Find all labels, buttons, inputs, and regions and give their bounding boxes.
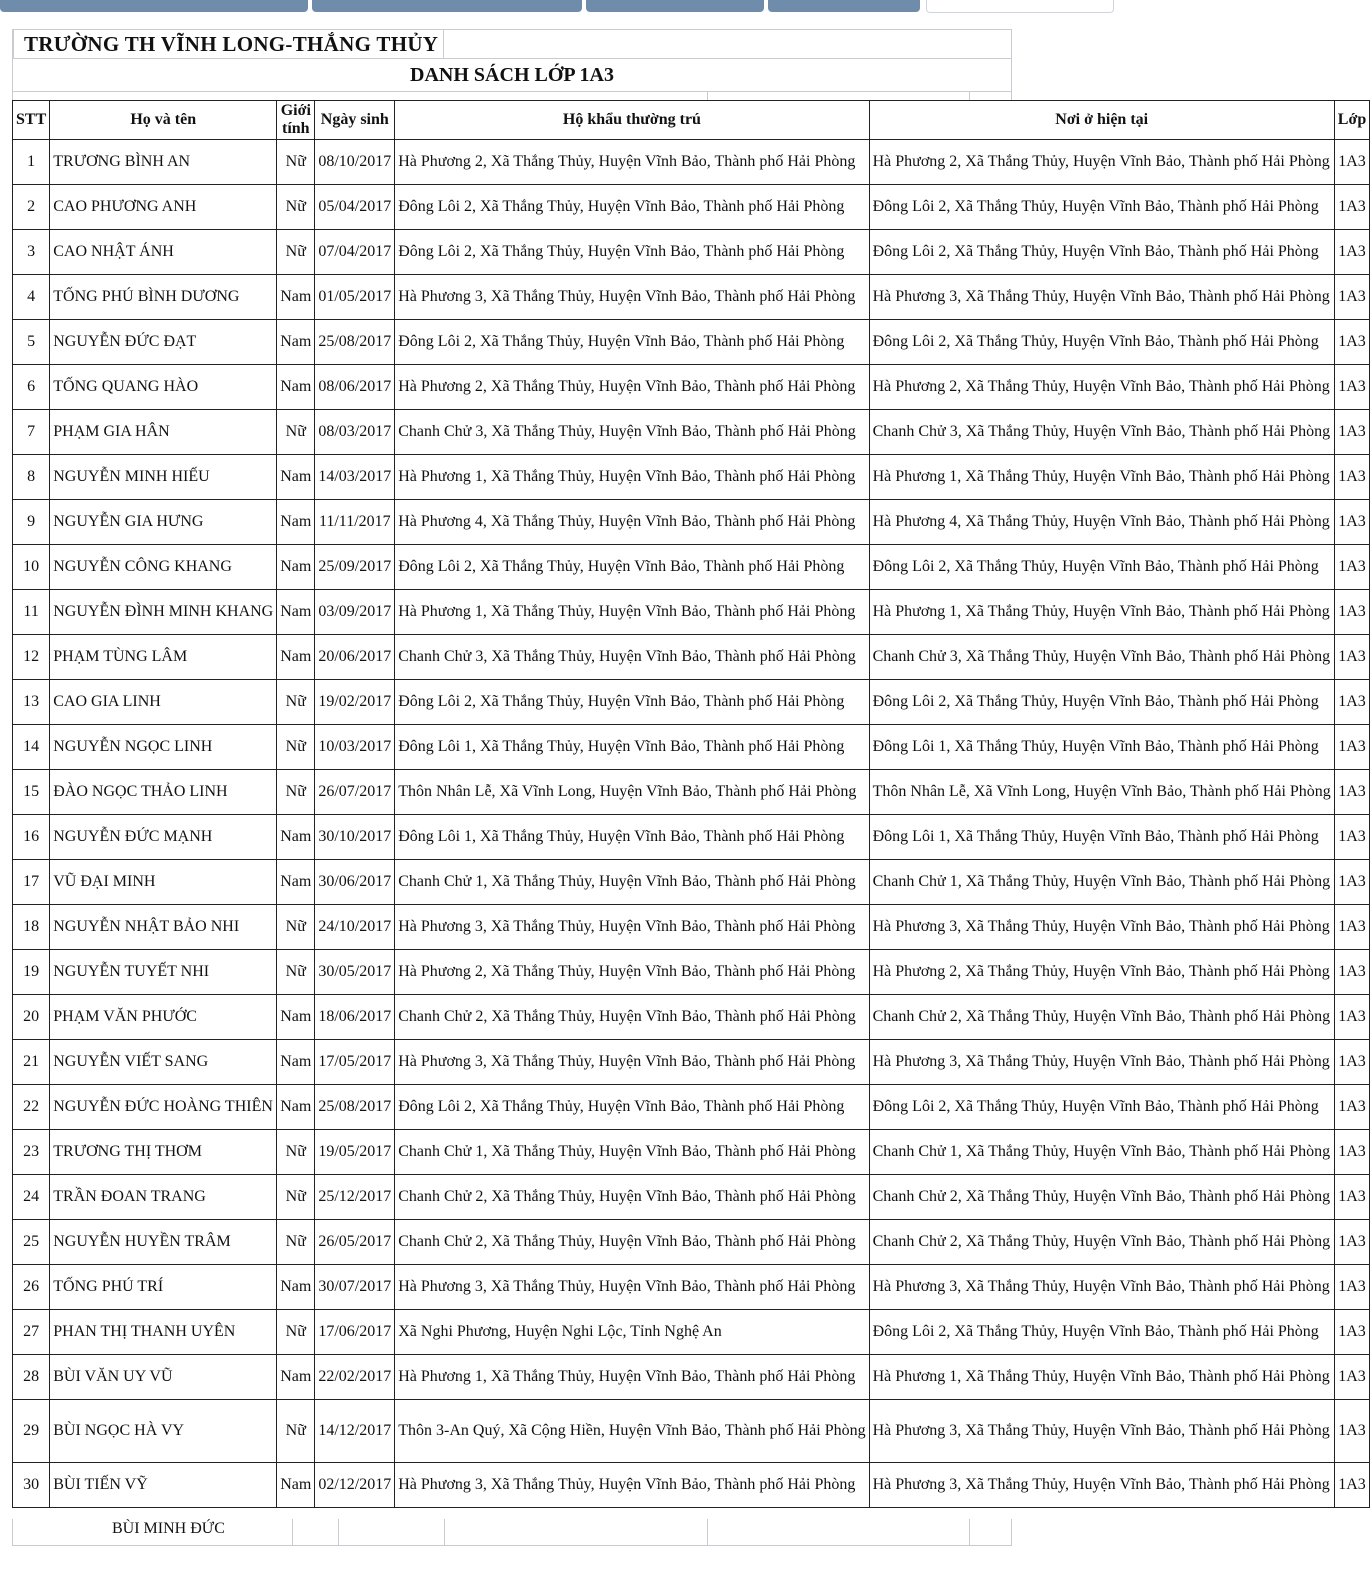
cell-date-of-birth[interactable]: 01/05/2017 bbox=[315, 275, 395, 320]
sheet-tab-1[interactable] bbox=[0, 0, 308, 12]
table-row bbox=[13, 1310, 1370, 1355]
cell-current-address[interactable]: Chanh Chử 2, Xã Thắng Thủy, Huyện Vĩnh Bảo, Thành phố Hải Phòng bbox=[869, 1175, 1334, 1220]
cell-class[interactable]: 1A3 bbox=[1334, 815, 1369, 860]
cell-gender[interactable]: Nam bbox=[277, 815, 315, 860]
cell-stt[interactable]: 29 bbox=[13, 1400, 50, 1463]
cell-stt[interactable]: 17 bbox=[13, 860, 50, 905]
gridline bbox=[969, 91, 970, 100]
cell-permanent-address[interactable]: Thôn Nhân Lễ, Xã Vĩnh Long, Huyện Vĩnh Bảo, Thành phố Hải Phòng bbox=[395, 770, 869, 815]
gridline bbox=[12, 1545, 1012, 1546]
cell-date-of-birth[interactable]: 08/10/2017 bbox=[315, 140, 395, 185]
cell-current-address[interactable]: Chanh Chử 2, Xã Thắng Thủy, Huyện Vĩnh Bảo, Thành phố Hải Phòng bbox=[869, 995, 1334, 1040]
cell-student-name[interactable]: NGUYỄN CÔNG KHANG bbox=[50, 545, 277, 590]
cell-permanent-address[interactable]: Đông Lôi 1, Xã Thắng Thủy, Huyện Vĩnh Bảo, Thành phố Hải Phòng bbox=[395, 815, 869, 860]
gridline bbox=[1011, 1519, 1012, 1545]
cell-stt[interactable]: 20 bbox=[13, 995, 50, 1040]
cell-current-address[interactable]: Hà Phương 3, Xã Thắng Thủy, Huyện Vĩnh Bảo, Thành phố Hải Phòng bbox=[869, 1400, 1334, 1463]
cell-class[interactable]: 1A3 bbox=[1334, 1355, 1369, 1400]
table-row bbox=[13, 1085, 1370, 1130]
cell-permanent-address[interactable]: Đông Lôi 2, Xã Thắng Thủy, Huyện Vĩnh Bảo, Thành phố Hải Phòng bbox=[395, 1085, 869, 1130]
cell-permanent-address[interactable]: Hà Phương 1, Xã Thắng Thủy, Huyện Vĩnh Bảo, Thành phố Hải Phòng bbox=[395, 1355, 869, 1400]
cell-stt[interactable]: 5 bbox=[13, 320, 50, 365]
cell-student-name[interactable]: NGUYỄN VIẾT SANG bbox=[50, 1040, 277, 1085]
cell-current-address[interactable]: Đông Lôi 2, Xã Thắng Thủy, Huyện Vĩnh Bảo, Thành phố Hải Phòng bbox=[869, 680, 1334, 725]
cell-date-of-birth[interactable]: 19/02/2017 bbox=[315, 680, 395, 725]
cell-stt[interactable]: 6 bbox=[13, 365, 50, 410]
cell-current-address[interactable]: Chanh Chử 3, Xã Thắng Thủy, Huyện Vĩnh Bảo, Thành phố Hải Phòng bbox=[869, 410, 1334, 455]
cell-date-of-birth[interactable]: 22/02/2017 bbox=[315, 1355, 395, 1400]
cell-gender[interactable]: Nam bbox=[277, 635, 315, 680]
table-row bbox=[13, 410, 1370, 455]
cell-stt[interactable]: 23 bbox=[13, 1130, 50, 1175]
table-row bbox=[13, 725, 1370, 770]
table-row bbox=[13, 1220, 1370, 1265]
cell-permanent-address[interactable]: Chanh Chử 1, Xã Thắng Thủy, Huyện Vĩnh Bảo, Thành phố Hải Phòng bbox=[395, 1130, 869, 1175]
cell-class[interactable]: 1A3 bbox=[1334, 185, 1369, 230]
browser-tab-strip bbox=[0, 0, 1112, 16]
cell-gender[interactable]: Nữ bbox=[277, 1220, 315, 1265]
cell-stt[interactable]: 1 bbox=[13, 140, 50, 185]
cell-student-name[interactable]: NGUYỄN ĐỨC HOÀNG THIÊN bbox=[50, 1085, 277, 1130]
cell-stt[interactable]: 19 bbox=[13, 950, 50, 995]
cell-class[interactable]: 1A3 bbox=[1334, 950, 1369, 995]
header-gender: Giới tính bbox=[277, 101, 315, 140]
cell-student-name[interactable]: NGUYỄN NGỌC LINH bbox=[50, 725, 277, 770]
table-row bbox=[13, 185, 1370, 230]
cell-gender[interactable]: Nữ bbox=[277, 905, 315, 950]
cell-date-of-birth[interactable]: 18/06/2017 bbox=[315, 995, 395, 1040]
cell-student-name[interactable]: NGUYỄN GIA HƯNG bbox=[50, 500, 277, 545]
cell-student-name[interactable]: NGUYỄN HUYỀN TRÂM bbox=[50, 1220, 277, 1265]
cell-permanent-address[interactable]: Xã Nghi Phương, Huyện Nghi Lộc, Tỉnh Nghệ An bbox=[395, 1310, 869, 1355]
cell-student-name[interactable]: NGUYỄN TUYẾT NHI bbox=[50, 950, 277, 995]
cell-student-name[interactable]: ĐÀO NGỌC THẢO LINH bbox=[50, 770, 277, 815]
gridline bbox=[1011, 29, 1012, 100]
cell-current-address[interactable]: Hà Phương 3, Xã Thắng Thủy, Huyện Vĩnh Bảo, Thành phố Hải Phòng bbox=[869, 275, 1334, 320]
table-row bbox=[13, 905, 1370, 950]
cell-current-address[interactable]: Đông Lôi 1, Xã Thắng Thủy, Huyện Vĩnh Bảo, Thành phố Hải Phòng bbox=[869, 725, 1334, 770]
cell-stt[interactable]: 26 bbox=[13, 1265, 50, 1310]
cell-student-name[interactable]: NGUYỄN NHẬT BẢO NHI bbox=[50, 905, 277, 950]
header-current-address: Nơi ở hiện tại bbox=[869, 101, 1334, 140]
cell-class[interactable]: 1A3 bbox=[1334, 1265, 1369, 1310]
sheet-tab-4[interactable] bbox=[768, 0, 920, 12]
cell-class[interactable]: 1A3 bbox=[1334, 320, 1369, 365]
cell-gender[interactable]: Nam bbox=[277, 500, 315, 545]
cell-stt[interactable]: 16 bbox=[13, 815, 50, 860]
cell-class[interactable]: 1A3 bbox=[1334, 860, 1369, 905]
cell-date-of-birth[interactable]: 11/11/2017 bbox=[315, 500, 395, 545]
cell-student-name[interactable]: TỐNG PHÚ TRÍ bbox=[50, 1265, 277, 1310]
cell-permanent-address[interactable]: Chanh Chử 1, Xã Thắng Thủy, Huyện Vĩnh Bảo, Thành phố Hải Phòng bbox=[395, 860, 869, 905]
gridline bbox=[12, 1519, 13, 1545]
table-row bbox=[13, 1265, 1370, 1310]
cell-student-name[interactable]: BÙI TIẾN VỸ bbox=[50, 1463, 277, 1508]
cell-current-address[interactable]: Đông Lôi 1, Xã Thắng Thủy, Huyện Vĩnh Bảo, Thành phố Hải Phòng bbox=[869, 815, 1334, 860]
cell-date-of-birth[interactable]: 07/04/2017 bbox=[315, 230, 395, 275]
cell-permanent-address[interactable]: Hà Phương 3, Xã Thắng Thủy, Huyện Vĩnh Bảo, Thành phố Hải Phòng bbox=[395, 1265, 869, 1310]
cell-student-name[interactable]: TỐNG PHÚ BÌNH DƯƠNG bbox=[50, 275, 277, 320]
gridline bbox=[707, 1519, 708, 1545]
cell-date-of-birth[interactable]: 30/07/2017 bbox=[315, 1265, 395, 1310]
cell-class[interactable]: 1A3 bbox=[1334, 1463, 1369, 1508]
cell-current-address[interactable]: Chanh Chử 2, Xã Thắng Thủy, Huyện Vĩnh Bảo, Thành phố Hải Phòng bbox=[869, 1220, 1334, 1265]
cell-date-of-birth[interactable]: 08/03/2017 bbox=[315, 410, 395, 455]
cell-date-of-birth[interactable]: 24/10/2017 bbox=[315, 905, 395, 950]
cell-stt[interactable]: 28 bbox=[13, 1355, 50, 1400]
cell-stt[interactable]: 18 bbox=[13, 905, 50, 950]
cell-student-name[interactable]: TỐNG QUANG HÀO bbox=[50, 365, 277, 410]
table-row bbox=[13, 230, 1370, 275]
cell-stt[interactable]: 13 bbox=[13, 680, 50, 725]
table-row bbox=[13, 860, 1370, 905]
table-row bbox=[13, 680, 1370, 725]
sheet-tab-2[interactable] bbox=[312, 0, 582, 12]
cell-class[interactable]: 1A3 bbox=[1334, 230, 1369, 275]
cell-gender[interactable]: Nữ bbox=[277, 1175, 315, 1220]
table-row bbox=[13, 815, 1370, 860]
cell-permanent-address[interactable]: Chanh Chử 2, Xã Thắng Thủy, Huyện Vĩnh Bảo, Thành phố Hải Phòng bbox=[395, 1220, 869, 1265]
cell-gender[interactable]: Nam bbox=[277, 590, 315, 635]
cell-gender[interactable]: Nam bbox=[277, 545, 315, 590]
cell-class[interactable]: 1A3 bbox=[1334, 770, 1369, 815]
cell-class[interactable]: 1A3 bbox=[1334, 1040, 1369, 1085]
cell-stt[interactable]: 27 bbox=[13, 1310, 50, 1355]
table-row bbox=[13, 1040, 1370, 1085]
cell-permanent-address[interactable]: Hà Phương 3, Xã Thắng Thủy, Huyện Vĩnh Bảo, Thành phố Hải Phòng bbox=[395, 1040, 869, 1085]
cell-gender[interactable]: Nữ bbox=[277, 1130, 315, 1175]
cell-current-address[interactable]: Chanh Chử 3, Xã Thắng Thủy, Huyện Vĩnh Bảo, Thành phố Hải Phòng bbox=[869, 635, 1334, 680]
sheet-tab-3[interactable] bbox=[586, 0, 764, 12]
cell-gender[interactable]: Nam bbox=[277, 365, 315, 410]
cell-gender[interactable]: Nữ bbox=[277, 725, 315, 770]
cell-student-name[interactable]: NGUYỄN MINH HIẾU bbox=[50, 455, 277, 500]
cell-permanent-address[interactable]: Hà Phương 2, Xã Thắng Thủy, Huyện Vĩnh Bảo, Thành phố Hải Phòng bbox=[395, 950, 869, 995]
cell-permanent-address[interactable]: Chanh Chử 3, Xã Thắng Thủy, Huyện Vĩnh Bảo, Thành phố Hải Phòng bbox=[395, 635, 869, 680]
cell-permanent-address[interactable]: Đông Lôi 2, Xã Thắng Thủy, Huyện Vĩnh Bảo, Thành phố Hải Phòng bbox=[395, 185, 869, 230]
cell-permanent-address[interactable]: Đông Lôi 1, Xã Thắng Thủy, Huyện Vĩnh Bảo, Thành phố Hải Phòng bbox=[395, 725, 869, 770]
cell-gender[interactable]: Nam bbox=[277, 995, 315, 1040]
cell-gender[interactable]: Nữ bbox=[277, 140, 315, 185]
gridline bbox=[707, 91, 708, 100]
cell-class[interactable]: 1A3 bbox=[1334, 1175, 1369, 1220]
cell-class[interactable]: 1A3 bbox=[1334, 1310, 1369, 1355]
cell-stt[interactable]: 15 bbox=[13, 770, 50, 815]
cell-current-address[interactable]: Đông Lôi 2, Xã Thắng Thủy, Huyện Vĩnh Bảo, Thành phố Hải Phòng bbox=[869, 1310, 1334, 1355]
cell-gender[interactable]: Nam bbox=[277, 1463, 315, 1508]
cell-current-address[interactable]: Hà Phương 2, Xã Thắng Thủy, Huyện Vĩnh Bảo, Thành phố Hải Phòng bbox=[869, 140, 1334, 185]
header-row bbox=[13, 101, 1370, 140]
table-row bbox=[13, 1463, 1370, 1508]
header-stt: STT bbox=[13, 101, 50, 140]
cell-student-name[interactable]: PHẠM VĂN PHƯỚC bbox=[50, 995, 277, 1040]
cell-current-address[interactable]: Hà Phương 3, Xã Thắng Thủy, Huyện Vĩnh Bảo, Thành phố Hải Phòng bbox=[869, 1463, 1334, 1508]
cell-current-address[interactable]: Đông Lôi 2, Xã Thắng Thủy, Huyện Vĩnh Bảo, Thành phố Hải Phòng bbox=[869, 230, 1334, 275]
cell-class[interactable]: 1A3 bbox=[1334, 1220, 1369, 1265]
cell-date-of-birth[interactable]: 17/05/2017 bbox=[315, 1040, 395, 1085]
cell-class[interactable]: 1A3 bbox=[1334, 1400, 1369, 1463]
cell-gender[interactable]: Nam bbox=[277, 275, 315, 320]
gridline bbox=[969, 1519, 970, 1545]
cell-current-address[interactable]: Đông Lôi 2, Xã Thắng Thủy, Huyện Vĩnh Bảo, Thành phố Hải Phòng bbox=[869, 545, 1334, 590]
cell-gender[interactable]: Nam bbox=[277, 455, 315, 500]
cell-student-name[interactable]: TRẦN ĐOAN TRANG bbox=[50, 1175, 277, 1220]
cell-gender[interactable]: Nữ bbox=[277, 770, 315, 815]
cell-student-name[interactable]: NGUYỄN ĐỨC MẠNH bbox=[50, 815, 277, 860]
cell-permanent-address[interactable]: Hà Phương 2, Xã Thắng Thủy, Huyện Vĩnh Bảo, Thành phố Hải Phòng bbox=[395, 140, 869, 185]
cell-student-name[interactable]: PHẠM GIA HÂN bbox=[50, 410, 277, 455]
cell-date-of-birth[interactable]: 03/09/2017 bbox=[315, 590, 395, 635]
table-row bbox=[13, 1175, 1370, 1220]
cell-student-name[interactable]: BÙI NGỌC HÀ VY bbox=[50, 1400, 277, 1463]
cell-student-name[interactable]: CAO PHƯƠNG ANH bbox=[50, 185, 277, 230]
cell-permanent-address[interactable]: Đông Lôi 2, Xã Thắng Thủy, Huyện Vĩnh Bảo, Thành phố Hải Phòng bbox=[395, 680, 869, 725]
cell-date-of-birth[interactable]: 30/10/2017 bbox=[315, 815, 395, 860]
gridline bbox=[338, 1519, 339, 1545]
cell-date-of-birth[interactable]: 25/12/2017 bbox=[315, 1175, 395, 1220]
cell-permanent-address[interactable]: Hà Phương 1, Xã Thắng Thủy, Huyện Vĩnh Bảo, Thành phố Hải Phòng bbox=[395, 590, 869, 635]
cell-permanent-address[interactable]: Hà Phương 4, Xã Thắng Thủy, Huyện Vĩnh Bảo, Thành phố Hải Phòng bbox=[395, 500, 869, 545]
cell-student-name[interactable]: TRƯƠNG BÌNH AN bbox=[50, 140, 277, 185]
cell-permanent-address[interactable]: Thôn 3-An Quý, Xã Cộng Hiền, Huyện Vĩnh Bảo, Thành phố Hải Phòng bbox=[395, 1400, 869, 1463]
header-name: Họ và tên bbox=[50, 101, 277, 140]
cell-date-of-birth[interactable]: 02/12/2017 bbox=[315, 1463, 395, 1508]
cell-date-of-birth[interactable]: 30/06/2017 bbox=[315, 860, 395, 905]
roster-body bbox=[13, 140, 1370, 1508]
footer-name: BÙI MINH ĐỨC bbox=[112, 1520, 225, 1537]
cell-permanent-address[interactable]: Chanh Chử 2, Xã Thắng Thủy, Huyện Vĩnh Bảo, Thành phố Hải Phòng bbox=[395, 995, 869, 1040]
student-roster-table bbox=[12, 100, 1370, 1508]
cell-class[interactable]: 1A3 bbox=[1334, 365, 1369, 410]
cell-student-name[interactable]: VŨ ĐẠI MINH bbox=[50, 860, 277, 905]
cell-class[interactable]: 1A3 bbox=[1334, 635, 1369, 680]
cell-class[interactable]: 1A3 bbox=[1334, 545, 1369, 590]
cell-stt[interactable]: 3 bbox=[13, 230, 50, 275]
cell-stt[interactable]: 25 bbox=[13, 1220, 50, 1265]
cell-gender[interactable]: Nữ bbox=[277, 1310, 315, 1355]
cell-current-address[interactable]: Đông Lôi 2, Xã Thắng Thủy, Huyện Vĩnh Bảo, Thành phố Hải Phòng bbox=[869, 1085, 1334, 1130]
table-row bbox=[13, 320, 1370, 365]
cell-class[interactable]: 1A3 bbox=[1334, 1085, 1369, 1130]
cell-stt[interactable]: 30 bbox=[13, 1463, 50, 1508]
table-row bbox=[13, 1400, 1370, 1463]
cell-stt[interactable]: 11 bbox=[13, 590, 50, 635]
cell-student-name[interactable]: TRƯƠNG THỊ THƠM bbox=[50, 1130, 277, 1175]
cell-current-address[interactable]: Đông Lôi 2, Xã Thắng Thủy, Huyện Vĩnh Bảo, Thành phố Hải Phòng bbox=[869, 185, 1334, 230]
cell-class[interactable]: 1A3 bbox=[1334, 140, 1369, 185]
cell-current-address[interactable]: Hà Phương 1, Xã Thắng Thủy, Huyện Vĩnh Bảo, Thành phố Hải Phòng bbox=[869, 590, 1334, 635]
cell-stt[interactable]: 24 bbox=[13, 1175, 50, 1220]
cell-gender[interactable]: Nam bbox=[277, 1265, 315, 1310]
cell-gender[interactable]: Nữ bbox=[277, 950, 315, 995]
cell-class[interactable]: 1A3 bbox=[1334, 455, 1369, 500]
cell-current-address[interactable]: Chanh Chử 1, Xã Thắng Thủy, Huyện Vĩnh Bảo, Thành phố Hải Phòng bbox=[869, 1130, 1334, 1175]
cell-current-address[interactable]: Hà Phương 2, Xã Thắng Thủy, Huyện Vĩnh Bảo, Thành phố Hải Phòng bbox=[869, 365, 1334, 410]
cell-gender[interactable]: Nữ bbox=[277, 680, 315, 725]
cell-class[interactable]: 1A3 bbox=[1334, 725, 1369, 770]
table-row bbox=[13, 1355, 1370, 1400]
cell-gender[interactable]: Nữ bbox=[277, 185, 315, 230]
school-name: TRƯỜNG TH VĨNH LONG-THẮNG THỦY bbox=[13, 30, 444, 58]
cell-class[interactable]: 1A3 bbox=[1334, 410, 1369, 455]
cell-class[interactable]: 1A3 bbox=[1334, 1130, 1369, 1175]
gridline bbox=[292, 1519, 293, 1545]
cell-date-of-birth[interactable]: 05/04/2017 bbox=[315, 185, 395, 230]
cell-stt[interactable]: 21 bbox=[13, 1040, 50, 1085]
cell-current-address[interactable]: Thôn Nhân Lễ, Xã Vĩnh Long, Huyện Vĩnh Bảo, Thành phố Hải Phòng bbox=[869, 770, 1334, 815]
cell-class[interactable]: 1A3 bbox=[1334, 995, 1369, 1040]
cell-date-of-birth[interactable]: 25/09/2017 bbox=[315, 545, 395, 590]
table-row bbox=[13, 140, 1370, 185]
cell-student-name[interactable]: NGUYỄN ĐÌNH MINH KHANG bbox=[50, 590, 277, 635]
cell-student-name[interactable]: CAO GIA LINH bbox=[50, 680, 277, 725]
cell-class[interactable]: 1A3 bbox=[1334, 500, 1369, 545]
cell-current-address[interactable]: Đông Lôi 2, Xã Thắng Thủy, Huyện Vĩnh Bảo, Thành phố Hải Phòng bbox=[869, 320, 1334, 365]
cell-current-address[interactable]: Hà Phương 2, Xã Thắng Thủy, Huyện Vĩnh Bảo, Thành phố Hải Phòng bbox=[869, 950, 1334, 995]
cell-gender[interactable]: Nam bbox=[277, 1085, 315, 1130]
cell-gender[interactable]: Nam bbox=[277, 860, 315, 905]
cell-stt[interactable]: 9 bbox=[13, 500, 50, 545]
page-title: DANH SÁCH LỚP 1A3 bbox=[410, 64, 614, 86]
cell-date-of-birth[interactable]: 19/05/2017 bbox=[315, 1130, 395, 1175]
cell-permanent-address[interactable]: Hà Phương 3, Xã Thắng Thủy, Huyện Vĩnh Bảo, Thành phố Hải Phòng bbox=[395, 905, 869, 950]
cell-permanent-address[interactable]: Hà Phương 3, Xã Thắng Thủy, Huyện Vĩnh Bảo, Thành phố Hải Phòng bbox=[395, 275, 869, 320]
cell-gender[interactable]: Nữ bbox=[277, 410, 315, 455]
table-row bbox=[13, 1130, 1370, 1175]
cell-gender[interactable]: Nam bbox=[277, 320, 315, 365]
cell-stt[interactable]: 7 bbox=[13, 410, 50, 455]
header-class: Lớp bbox=[1334, 101, 1369, 140]
table-row bbox=[13, 545, 1370, 590]
gridline bbox=[444, 1519, 445, 1545]
table-row bbox=[13, 590, 1370, 635]
cell-current-address[interactable]: Hà Phương 3, Xã Thắng Thủy, Huyện Vĩnh Bảo, Thành phố Hải Phòng bbox=[869, 1040, 1334, 1085]
table-row bbox=[13, 995, 1370, 1040]
cell-date-of-birth[interactable]: 26/07/2017 bbox=[315, 770, 395, 815]
cell-current-address[interactable]: Hà Phương 1, Xã Thắng Thủy, Huyện Vĩnh Bảo, Thành phố Hải Phòng bbox=[869, 1355, 1334, 1400]
cell-date-of-birth[interactable]: 10/03/2017 bbox=[315, 725, 395, 770]
cell-gender[interactable]: Nam bbox=[277, 1040, 315, 1085]
header-dob: Ngày sinh bbox=[315, 101, 395, 140]
cell-current-address[interactable]: Hà Phương 3, Xã Thắng Thủy, Huyện Vĩnh Bảo, Thành phố Hải Phòng bbox=[869, 1265, 1334, 1310]
cell-class[interactable]: 1A3 bbox=[1334, 680, 1369, 725]
cell-stt[interactable]: 4 bbox=[13, 275, 50, 320]
cell-date-of-birth[interactable]: 30/05/2017 bbox=[315, 950, 395, 995]
cell-student-name[interactable]: PHAN THỊ THANH UYÊN bbox=[50, 1310, 277, 1355]
cell-stt[interactable]: 14 bbox=[13, 725, 50, 770]
cell-class[interactable]: 1A3 bbox=[1334, 905, 1369, 950]
cell-current-address[interactable]: Chanh Chử 1, Xã Thắng Thủy, Huyện Vĩnh Bảo, Thành phố Hải Phòng bbox=[869, 860, 1334, 905]
cell-gender[interactable]: Nữ bbox=[277, 230, 315, 275]
cell-stt[interactable]: 22 bbox=[13, 1085, 50, 1130]
cell-stt[interactable]: 8 bbox=[13, 455, 50, 500]
cell-date-of-birth[interactable]: 25/08/2017 bbox=[315, 320, 395, 365]
cell-permanent-address[interactable]: Hà Phương 3, Xã Thắng Thủy, Huyện Vĩnh Bảo, Thành phố Hải Phòng bbox=[395, 1463, 869, 1508]
table-row bbox=[13, 950, 1370, 995]
cell-gender[interactable]: Nam bbox=[277, 1355, 315, 1400]
cell-permanent-address[interactable]: Đông Lôi 2, Xã Thắng Thủy, Huyện Vĩnh Bảo, Thành phố Hải Phòng bbox=[395, 545, 869, 590]
cell-class[interactable]: 1A3 bbox=[1334, 275, 1369, 320]
cell-current-address[interactable]: Hà Phương 3, Xã Thắng Thủy, Huyện Vĩnh Bảo, Thành phố Hải Phòng bbox=[869, 905, 1334, 950]
cell-date-of-birth[interactable]: 17/06/2017 bbox=[315, 1310, 395, 1355]
cell-current-address[interactable]: Hà Phương 1, Xã Thắng Thủy, Huyện Vĩnh Bảo, Thành phố Hải Phòng bbox=[869, 455, 1334, 500]
cell-gender[interactable]: Nữ bbox=[277, 1400, 315, 1463]
sheet-tab-5[interactable] bbox=[926, 0, 1114, 13]
table-row bbox=[13, 365, 1370, 410]
cell-date-of-birth[interactable]: 25/08/2017 bbox=[315, 1085, 395, 1130]
cell-student-name[interactable]: BÙI VĂN UY VŨ bbox=[50, 1355, 277, 1400]
cell-date-of-birth[interactable]: 14/03/2017 bbox=[315, 455, 395, 500]
table-row bbox=[13, 500, 1370, 545]
cell-permanent-address[interactable]: Đông Lôi 2, Xã Thắng Thủy, Huyện Vĩnh Bảo, Thành phố Hải Phòng bbox=[395, 230, 869, 275]
cell-student-name[interactable]: PHẠM TÙNG LÂM bbox=[50, 635, 277, 680]
table-row bbox=[13, 455, 1370, 500]
table-row bbox=[13, 770, 1370, 815]
cell-permanent-address[interactable]: Chanh Chử 2, Xã Thắng Thủy, Huyện Vĩnh Bảo, Thành phố Hải Phòng bbox=[395, 1175, 869, 1220]
cell-stt[interactable]: 2 bbox=[13, 185, 50, 230]
cell-class[interactable]: 1A3 bbox=[1334, 590, 1369, 635]
cell-date-of-birth[interactable]: 20/06/2017 bbox=[315, 635, 395, 680]
cell-student-name[interactable]: CAO NHẬT ÁNH bbox=[50, 230, 277, 275]
cell-stt[interactable]: 10 bbox=[13, 545, 50, 590]
header-permanent-address: Hộ khẩu thường trú bbox=[395, 101, 869, 140]
cell-date-of-birth[interactable]: 08/06/2017 bbox=[315, 365, 395, 410]
cell-permanent-address[interactable]: Đông Lôi 2, Xã Thắng Thủy, Huyện Vĩnh Bảo, Thành phố Hải Phòng bbox=[395, 320, 869, 365]
cell-date-of-birth[interactable]: 14/12/2017 bbox=[315, 1400, 395, 1463]
table-row bbox=[13, 635, 1370, 680]
cell-stt[interactable]: 12 bbox=[13, 635, 50, 680]
cell-permanent-address[interactable]: Chanh Chử 3, Xã Thắng Thủy, Huyện Vĩnh Bảo, Thành phố Hải Phòng bbox=[395, 410, 869, 455]
table-row bbox=[13, 275, 1370, 320]
cell-date-of-birth[interactable]: 26/05/2017 bbox=[315, 1220, 395, 1265]
cell-student-name[interactable]: NGUYỄN ĐỨC ĐẠT bbox=[50, 320, 277, 365]
cell-permanent-address[interactable]: Hà Phương 1, Xã Thắng Thủy, Huyện Vĩnh Bảo, Thành phố Hải Phòng bbox=[395, 455, 869, 500]
cell-current-address[interactable]: Hà Phương 4, Xã Thắng Thủy, Huyện Vĩnh Bảo, Thành phố Hải Phòng bbox=[869, 500, 1334, 545]
cell-permanent-address[interactable]: Hà Phương 2, Xã Thắng Thủy, Huyện Vĩnh Bảo, Thành phố Hải Phòng bbox=[395, 365, 869, 410]
